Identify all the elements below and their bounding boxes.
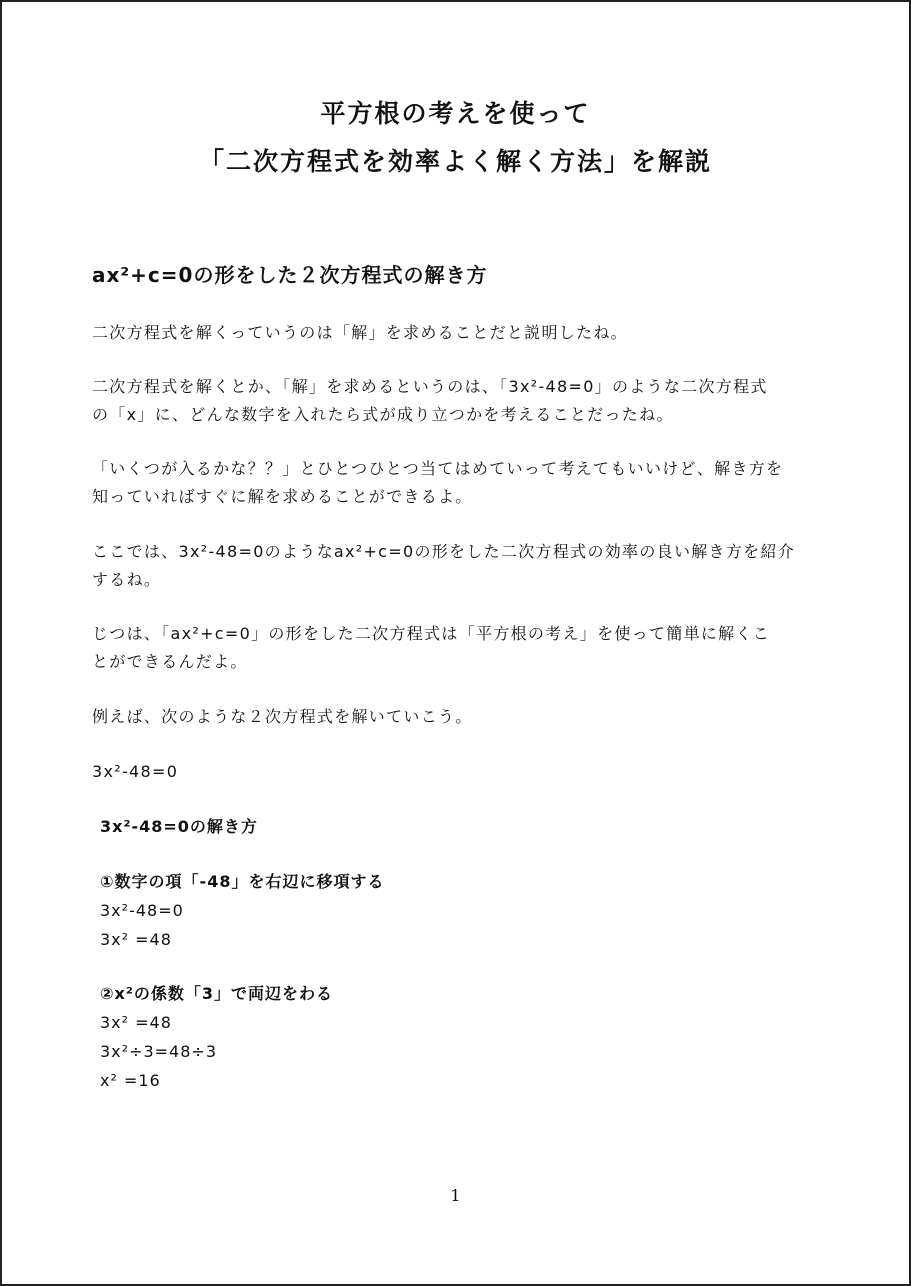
paragraph-line: とができるんだよ。	[92, 652, 248, 671]
paragraph-4	[92, 538, 827, 594]
solution-heading	[100, 812, 258, 841]
paragraph-equation	[92, 758, 827, 786]
step-2-line: 3x²÷3=48÷3	[100, 1042, 217, 1061]
step-1-line: 3x²-48=0	[100, 901, 184, 920]
paragraph-5	[92, 620, 827, 676]
step-1-line: 3x² =48	[100, 930, 172, 949]
page-title-line-2: 「二次方程式を効率よく解く方法」を解説	[198, 147, 712, 176]
page-number: 1	[450, 1186, 461, 1205]
paragraph-line: ここでは、3x²-48=0のようなax²+c=0の形をした二次方程式の効率の良い解き方を紹介	[92, 542, 796, 561]
solution-step-2	[100, 979, 333, 1095]
paragraph-line: じつは、「ax²+c=0」の形をした二次方程式は「平方根の考え」を使って簡単に解くこ	[92, 624, 771, 643]
page-title-line-1: 平方根の考えを使って	[320, 99, 591, 128]
solution-heading-text: 3x²-48=0の解き方	[100, 817, 258, 836]
paragraph-line: 「いくつが入るかな？？」とひとつひとつ当てはめていって考えてもいいけど、解き方を	[92, 459, 784, 478]
paragraph-6	[92, 703, 827, 731]
paragraph-2	[92, 373, 827, 429]
paragraph-3	[92, 455, 827, 511]
paragraph-line: の「x」に、どんな数字を入れたら式が成り立つかを考えることだったね。	[92, 405, 674, 424]
paragraph-line: 例えば、次のような２次方程式を解いていこう。	[92, 707, 473, 726]
paragraph-line: 二次方程式を解くとか、「解」を求めるというのは、「3x²-48=0」のような二次方程式	[92, 377, 768, 396]
paragraph-line: 二次方程式を解くっていうのは「解」を求めることだと説明したね。	[92, 323, 628, 342]
paragraph-line: するね。	[92, 570, 162, 589]
step-1-title: ①数字の項「-48」を右辺に移項する	[100, 872, 385, 891]
paragraph-1	[92, 319, 827, 347]
step-2-line: x² =16	[100, 1071, 161, 1090]
paragraph-line: 知っていればすぐに解を求めることができるよ。	[92, 487, 473, 506]
step-2-title: ②x²の係数「3」で両辺をわる	[100, 984, 334, 1003]
solution-step-1	[100, 867, 384, 954]
equation-line: 3x²-48=0	[92, 762, 179, 781]
step-2-line: 3x² =48	[100, 1013, 172, 1032]
section-heading: ax²+c=0の形をした２次方程式の解き方	[92, 263, 488, 287]
